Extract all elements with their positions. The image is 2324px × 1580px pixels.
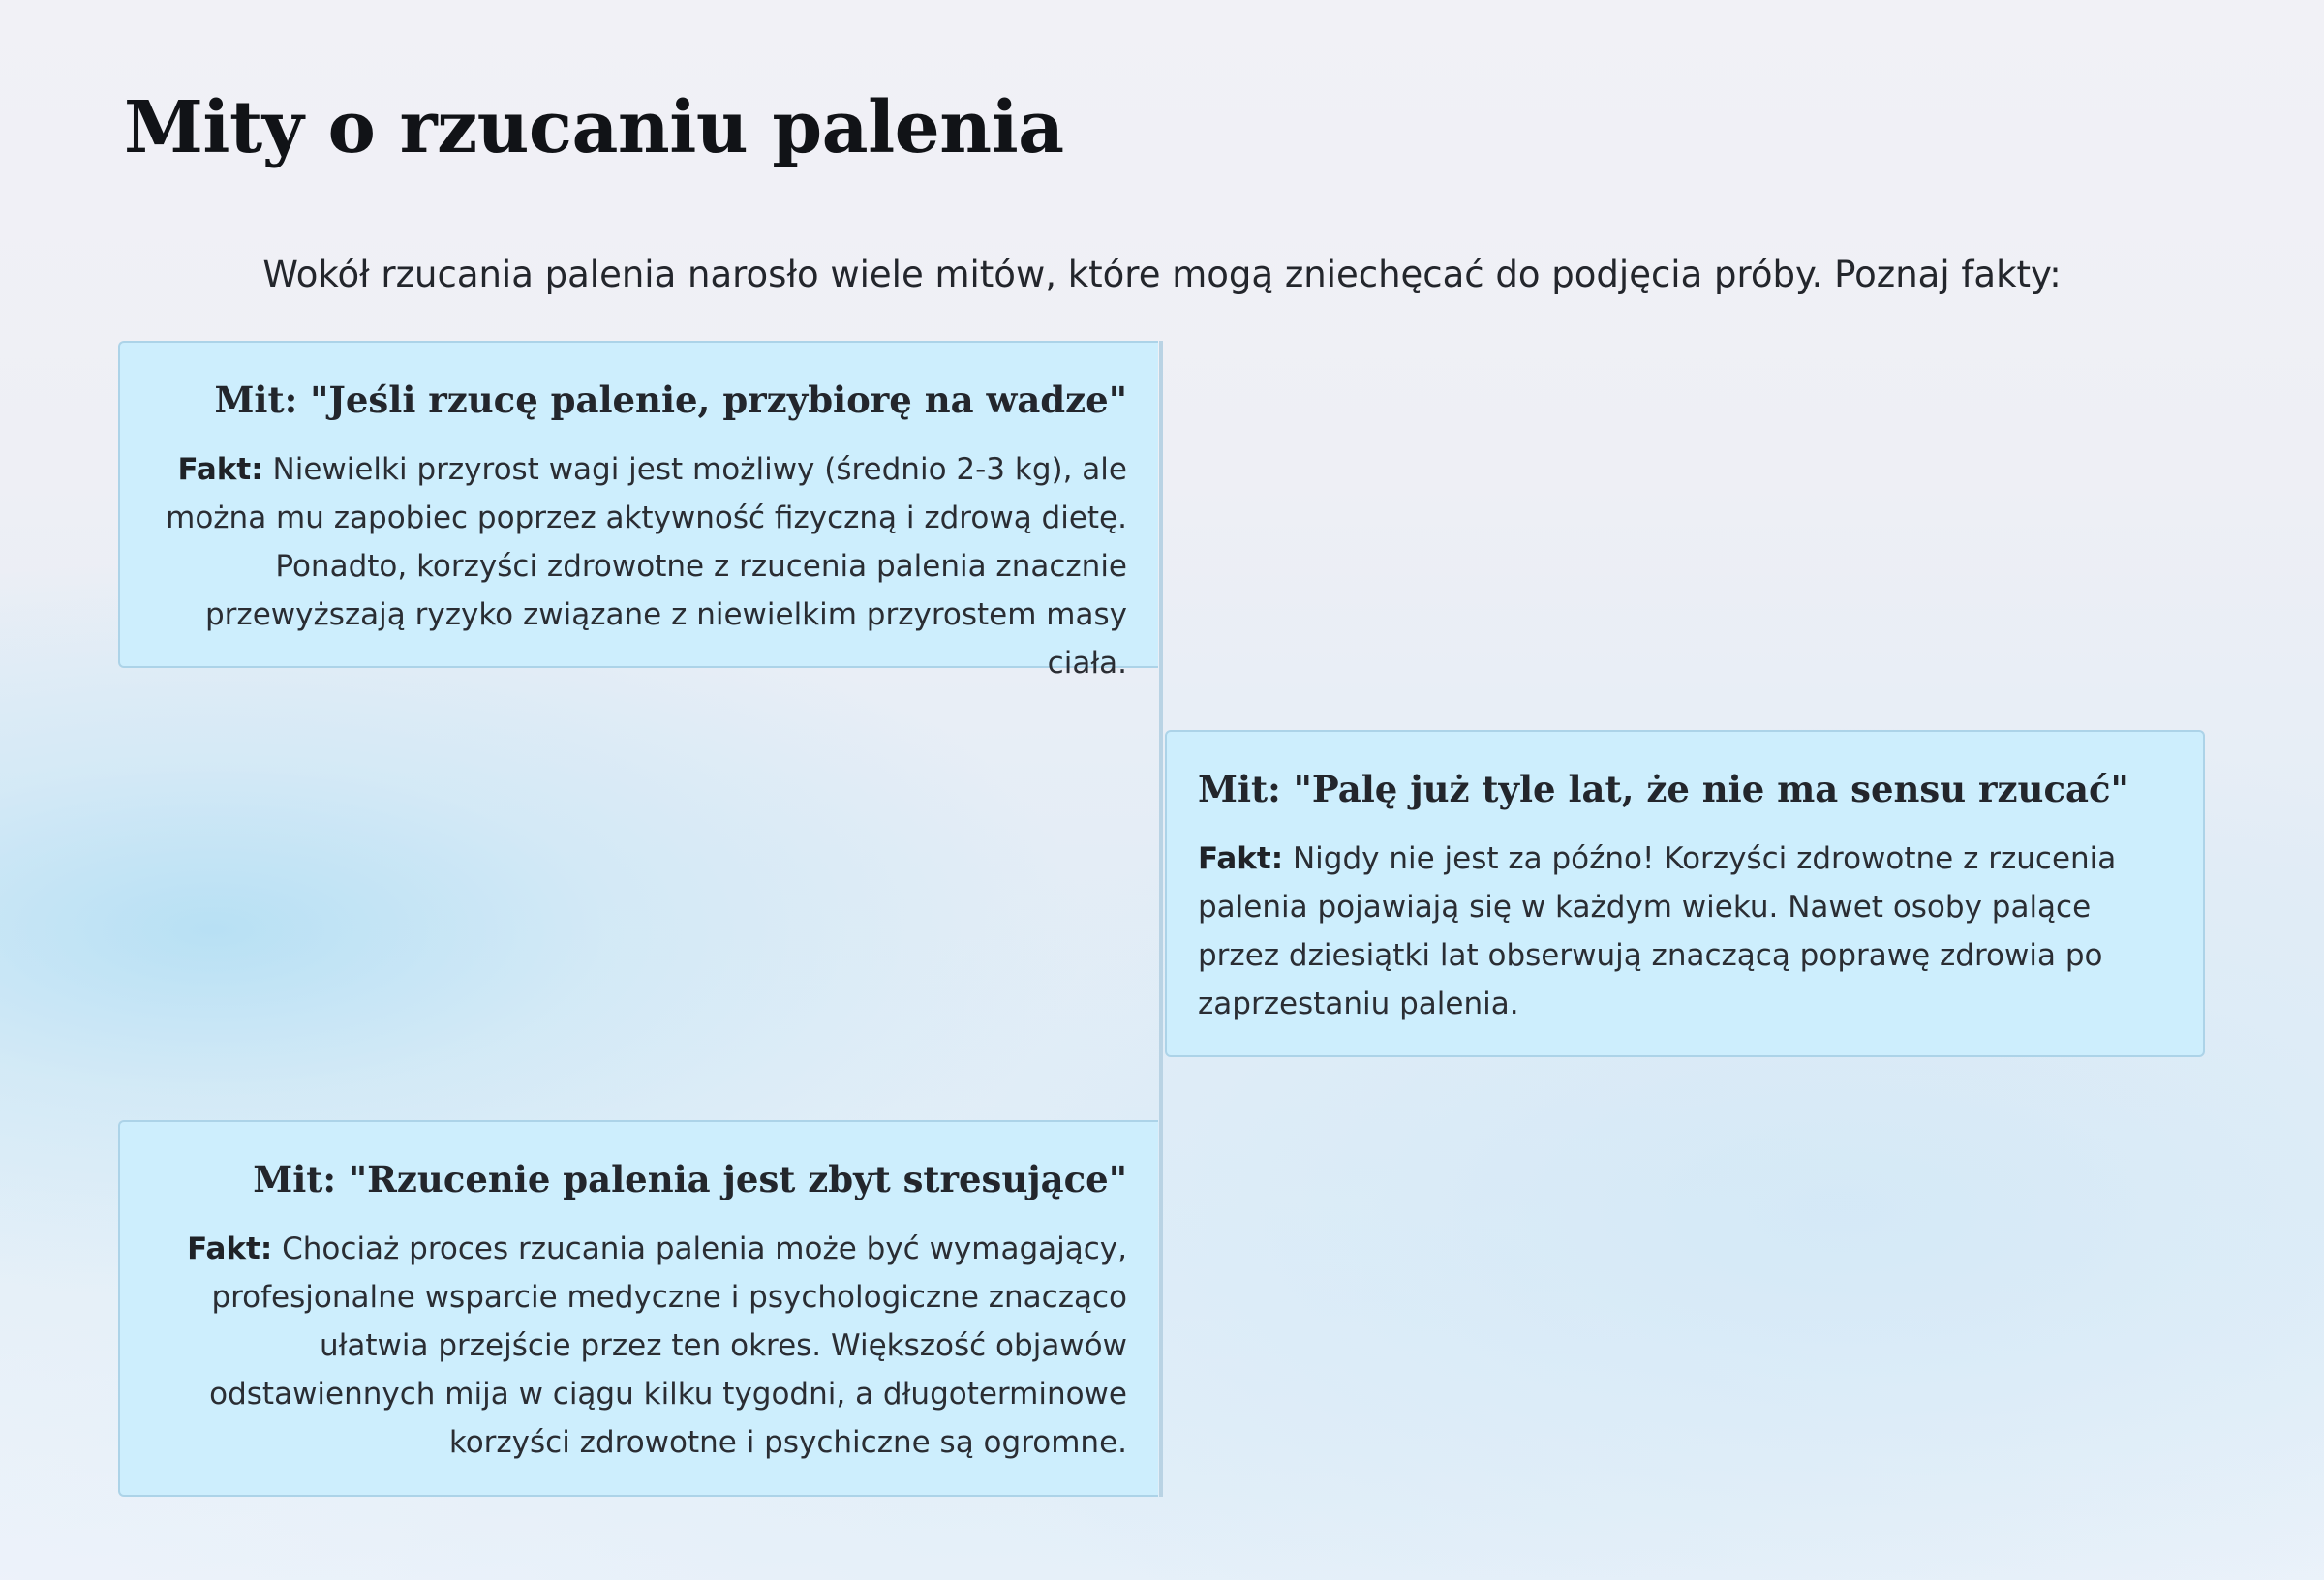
fact-label: Fakt: [177, 452, 263, 487]
fact-text: Nigdy nie jest za późno! Korzyści zdrowotne z rzucenia palenia pojawiają się w każdym wieku. Nawet osoby palące przez dziesiątki lat obserwują znaczącą poprawę zdrowia po zaprzestaniu palenia. [1198, 841, 2117, 1021]
fact-paragraph [151, 1225, 1127, 1467]
page-title: Mity o rzucaniu palenia [124, 86, 1064, 169]
myth-title: Mit: "Jeśli rzucę palenie, przybiorę na wadze" [214, 379, 1127, 421]
myth-card-weight [118, 341, 1158, 681]
fact-label: Fakt: [1198, 841, 1284, 876]
fact-paragraph [151, 445, 1127, 687]
myth-title: Mit: "Rzucenie palenia jest zbyt stresujące" [253, 1158, 1127, 1200]
fact-label: Fakt: [187, 1231, 273, 1266]
intro-text: Wokół rzucania palenia narosło wiele mitów, które mogą zniechęcać do podjęcia próby. Poznaj fakty: [262, 254, 2062, 295]
myth-card-too-late [1165, 730, 2205, 1057]
timeline-line [1159, 341, 1163, 1497]
fact-paragraph [1198, 835, 2172, 1028]
myth-title: Mit: "Palę już tyle lat, że nie ma sensu rzucać" [1198, 768, 2129, 810]
fact-text: Chociaż proces rzucania palenia może być wymagający, profesjonalne wsparcie medyczne i psychologiczne znacząco ułatwia przejście przez ten okres. Większość objawów odstawiennych mija w ciągu kilku tygodni, a długoterminowe korzyści zdrowotne i psychiczne są ogromne. [209, 1231, 1127, 1460]
fact-text: Niewielki przyrost wagi jest możliwy (średnio 2-3 kg), ale można mu zapobiec poprzez aktywność fizyczną i zdrową dietę. Ponadto, korzyści zdrowotne z rzucenia palenia znacznie przewyższają ryzyko związane z niewielkim przyrostem masy ciała. [166, 452, 1127, 681]
myth-card-stress [118, 1120, 1158, 1497]
